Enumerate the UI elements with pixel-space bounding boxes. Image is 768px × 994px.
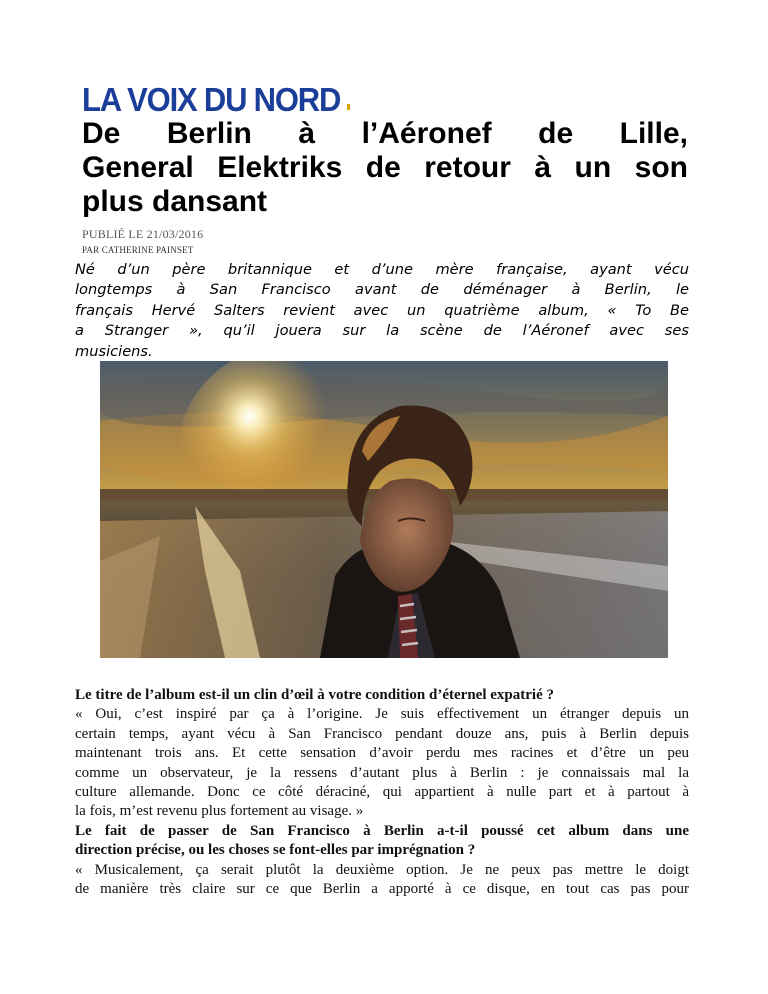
interview-answer (75, 861, 689, 900)
interview-answer (75, 705, 689, 821)
lede-line: français Hervé Salters revient avec un quatrième album, « To Be (75, 301, 689, 319)
logo-mark-icon (346, 104, 352, 110)
question-line: direction précise, ou les choses se font-elles par imprégnation ? (75, 842, 476, 859)
publish-date: PUBLIÉ LE 21/03/2016 (82, 227, 204, 241)
headline-line: De Berlin à l’Aéronef de Lille, (82, 117, 688, 150)
interview-question (75, 822, 689, 861)
question-line: Le fait de passer de San Francisco à Berlin a-t-il poussé cet album dans une (75, 822, 689, 839)
answer-line: la fois, m’est revenu plus fortement au visage. » (75, 803, 364, 820)
lede-line: longtemps à San Francisco avant de déménager à Berlin, le (75, 281, 689, 299)
lede-line: musiciens. (75, 342, 153, 360)
question-line: Le titre de l’album est-il un clin d’œil à votre condition d’éternel expatrié ? (75, 687, 554, 703)
answer-line: de manière très claire sur ce que Berlin a apporté à ce disque, en tout cas pas pour (75, 881, 689, 898)
article-headline (82, 117, 688, 219)
answer-line: « Musicalement, ça serait plutôt la deuxième option. Je ne peux pas mettre le doigt (75, 861, 689, 878)
masthead-logo[interactable] (82, 80, 341, 119)
answer-line: culture allemande. Donc ce côté déraciné, qui appartient à nulle part et à partout à (75, 784, 689, 801)
article-photo[interactable] (100, 361, 668, 658)
headline-line: General Elektriks de retour à un son (82, 151, 688, 184)
lede-line: a Stranger », qu’il jouera sur la scène de l’Aéronef avec ses (75, 322, 689, 340)
article-body (75, 686, 689, 899)
answer-line: certain temps, ayant vécu à San Francisco pendant douze ans, puis à Berlin depuis (75, 725, 689, 742)
answer-line: comme un observateur, je la ressens d’autant plus à Berlin : je connaissais mal la (75, 764, 689, 781)
answer-line: « Oui, c’est inspiré par ça à l’origine. Je suis effectivement un étranger depuis un (75, 706, 689, 723)
logo-text: LA VOIX DU NORD (82, 80, 341, 119)
headline-line: plus dansant (82, 185, 268, 218)
lede-line: Né d’un père britannique et d’une mère française, ayant vécu (75, 261, 689, 278)
author-byline: PAR CATHERINE PAINSET (82, 245, 194, 255)
answer-line: maintenant trois ans. Et cette sensation d’avoir perdu mes racines et d’être un peu (75, 745, 689, 762)
photo-image (100, 361, 668, 658)
interview-question (75, 686, 689, 705)
article-lede (75, 260, 689, 362)
